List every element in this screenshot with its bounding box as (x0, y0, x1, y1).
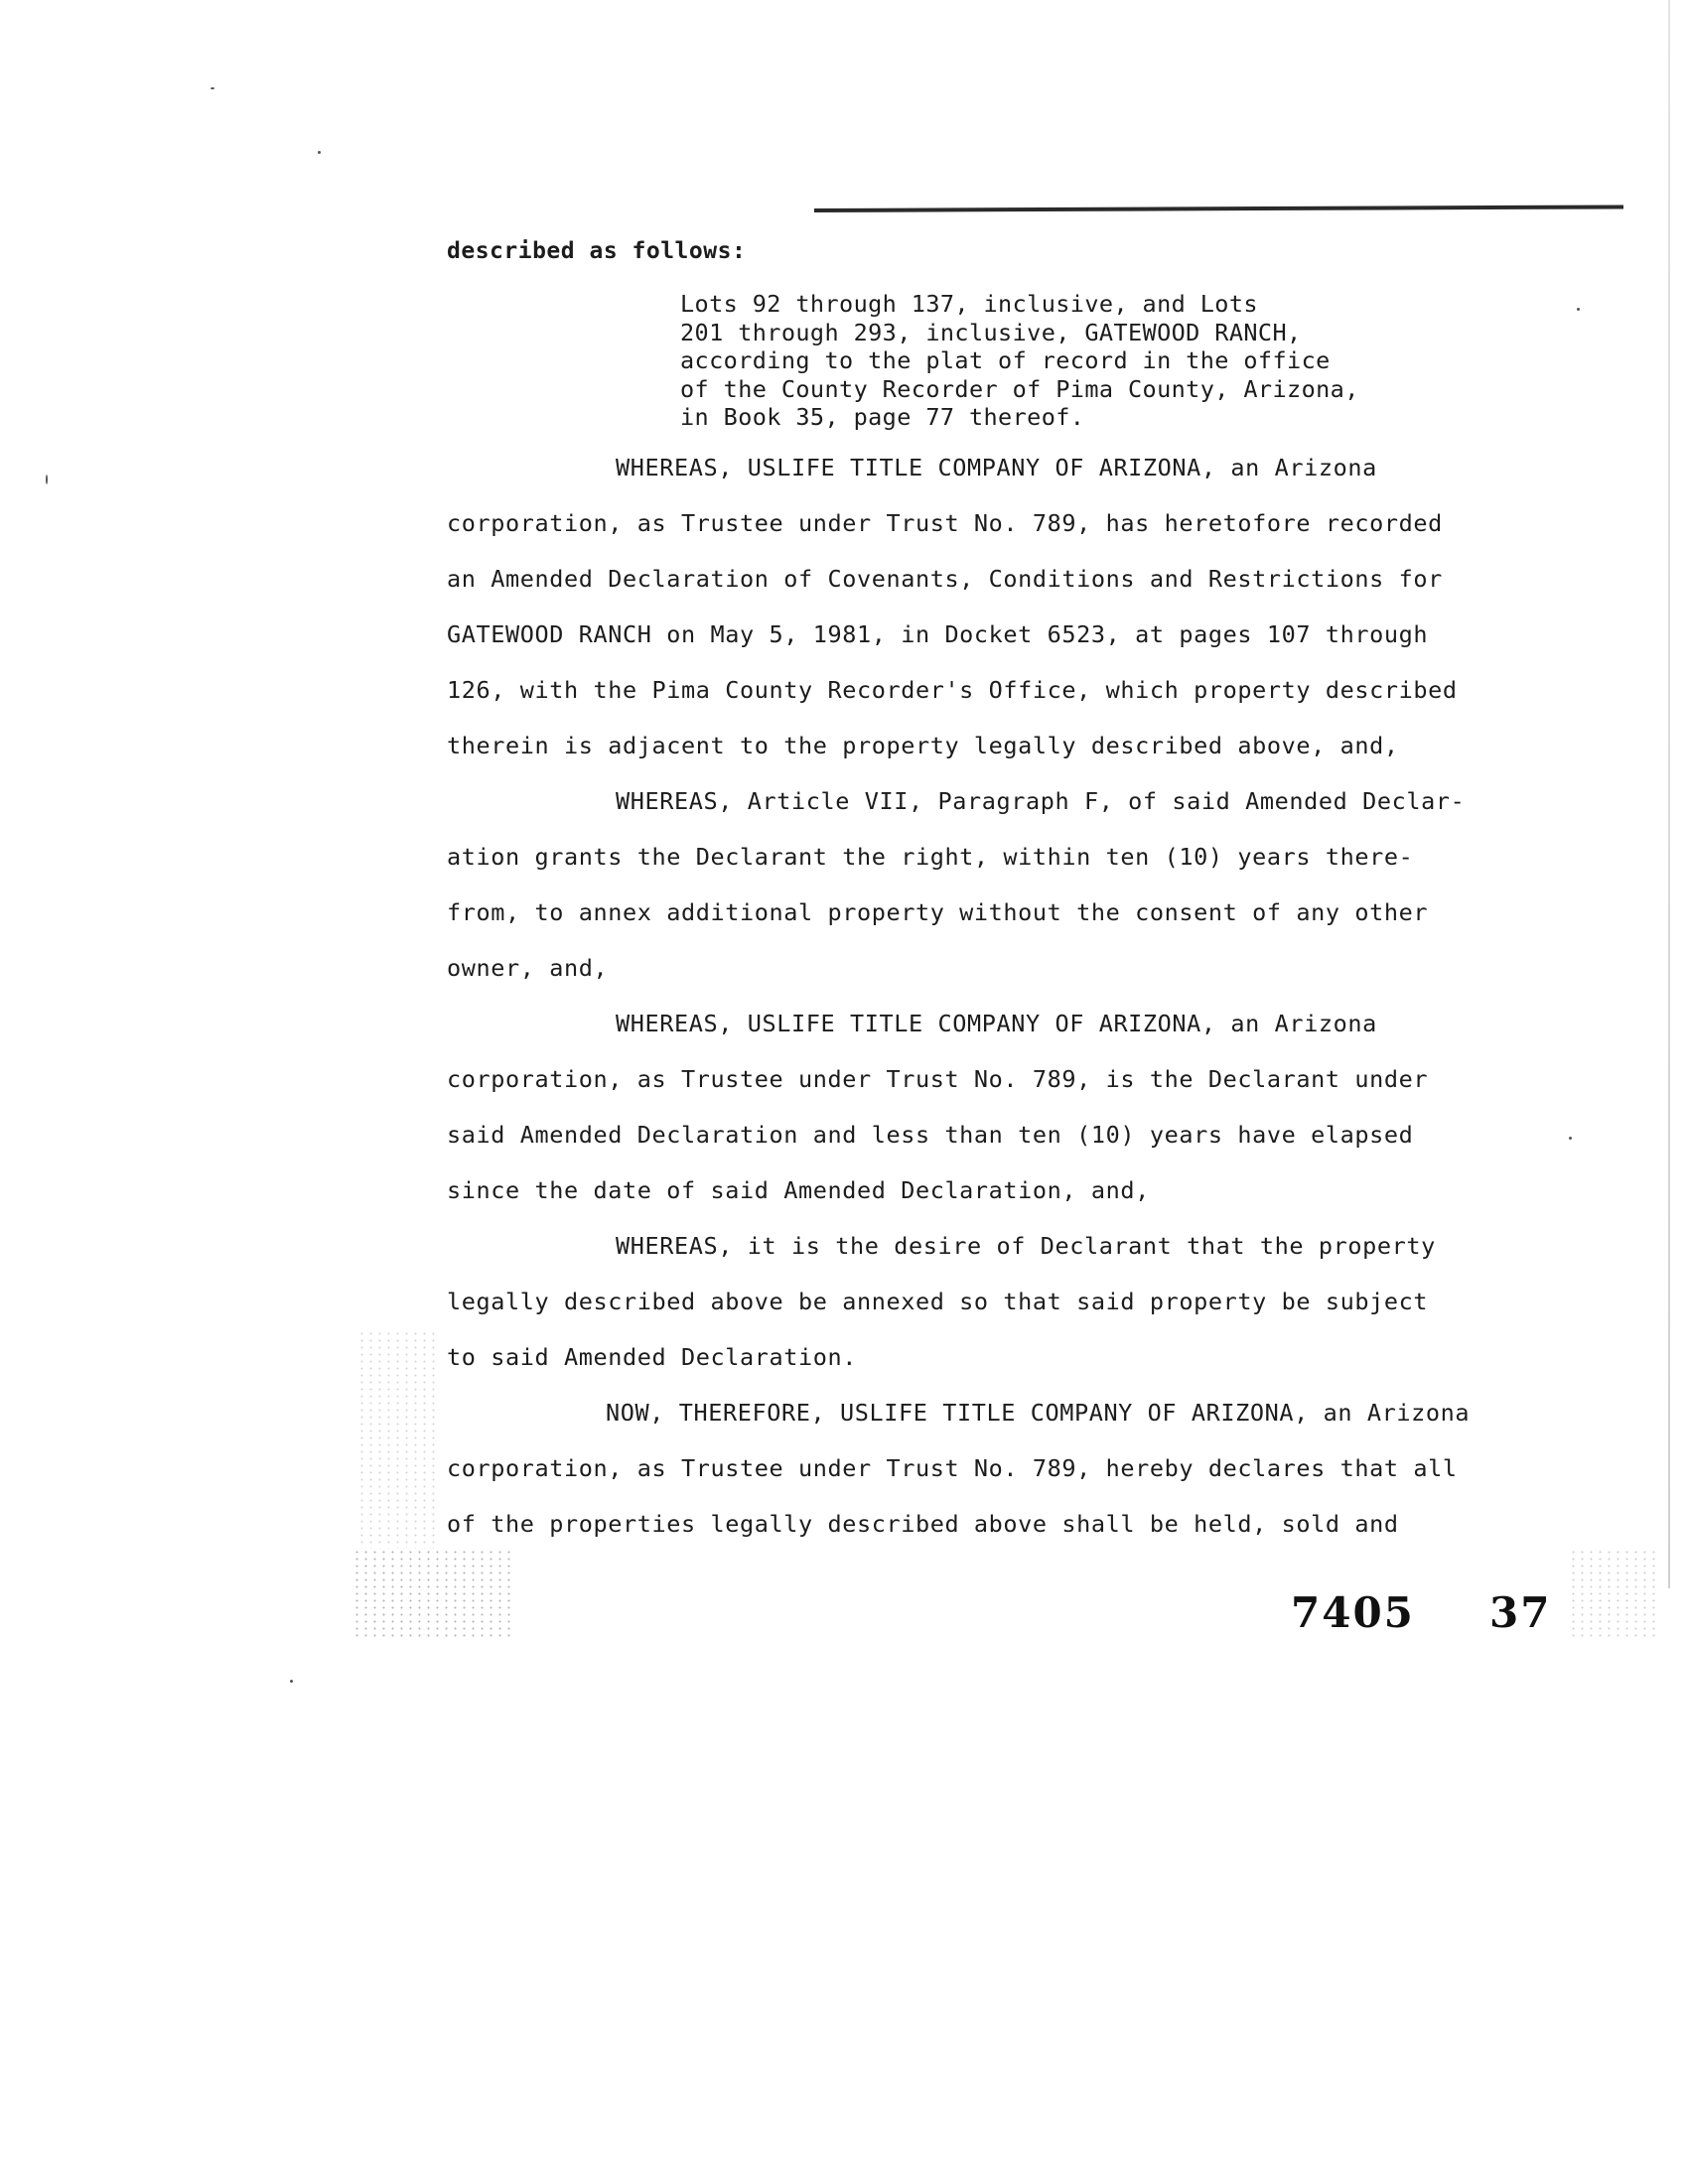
legal-line: 201 through 293, inclusive, GATEWOOD RANCH, (680, 318, 1302, 346)
legal-line: in Book 35, page 77 thereof. (680, 403, 1085, 431)
body-line: legally described above be annexed so that said property be subject (447, 1288, 1429, 1315)
scan-speck (290, 1680, 293, 1683)
body-line: WHEREAS, USLIFE TITLE COMPANY OF ARIZONA, an Arizona (616, 1010, 1377, 1037)
scan-speck (1577, 308, 1580, 311)
body-line: 126, with the Pima County Recorder's Office, which property described (447, 676, 1458, 704)
legal-line: according to the plat of record in the office (680, 346, 1331, 374)
body-line: corporation, as Trustee under Trust No. 789, has heretofore recorded (447, 509, 1443, 537)
section-heading: described as follows: (447, 238, 747, 264)
body-line: WHEREAS, USLIFE TITLE COMPANY OF ARIZONA, an Arizona (616, 454, 1377, 481)
body-line: said Amended Declaration and less than ten (10) years have elapsed (447, 1121, 1414, 1149)
scan-edge (1668, 0, 1670, 1588)
docket-stamp: 7405 (1291, 1588, 1415, 1637)
body-line: WHEREAS, it is the desire of Declarant that the property (616, 1232, 1436, 1260)
body-line: of the properties legally described above shall be held, sold and (447, 1510, 1399, 1538)
scan-speck (211, 87, 214, 89)
body-line: an Amended Declaration of Covenants, Conditions and Restrictions for (447, 565, 1443, 593)
body-line: from, to annex additional property without the consent of any other (447, 898, 1429, 926)
scan-noise (1569, 1549, 1658, 1638)
body-line: WHEREAS, Article VII, Paragraph F, of said Amended Declar- (616, 787, 1466, 815)
scan-speck (1569, 1137, 1572, 1140)
scan-noise (352, 1549, 511, 1638)
legal-line: Lots 92 through 137, inclusive, and Lots (680, 290, 1258, 318)
scan-speck (46, 475, 48, 484)
body-line: ation grants the Declarant the right, within ten (10) years there- (447, 843, 1414, 871)
scan-noise (357, 1330, 437, 1549)
top-rule (814, 205, 1623, 212)
body-line: corporation, as Trustee under Trust No. 789, is the Declarant under (447, 1065, 1429, 1093)
body-line: GATEWOOD RANCH on May 5, 1981, in Docket 6523, at pages 107 through (447, 620, 1429, 648)
page-number-stamp: 37 (1489, 1588, 1552, 1637)
body-line: to said Amended Declaration. (447, 1343, 857, 1371)
scan-speck (318, 151, 321, 154)
body-line: corporation, as Trustee under Trust No. 789, hereby declares that all (447, 1454, 1458, 1482)
body-line: NOW, THEREFORE, USLIFE TITLE COMPANY OF ARIZONA, an Arizona (606, 1399, 1471, 1427)
body-line: therein is adjacent to the property legally described above, and, (447, 732, 1399, 759)
legal-description (680, 290, 1359, 432)
body-line: owner, and, (447, 954, 609, 982)
body-line: since the date of said Amended Declaration, and, (447, 1176, 1150, 1204)
legal-line: of the County Recorder of Pima County, Arizona, (680, 374, 1359, 403)
